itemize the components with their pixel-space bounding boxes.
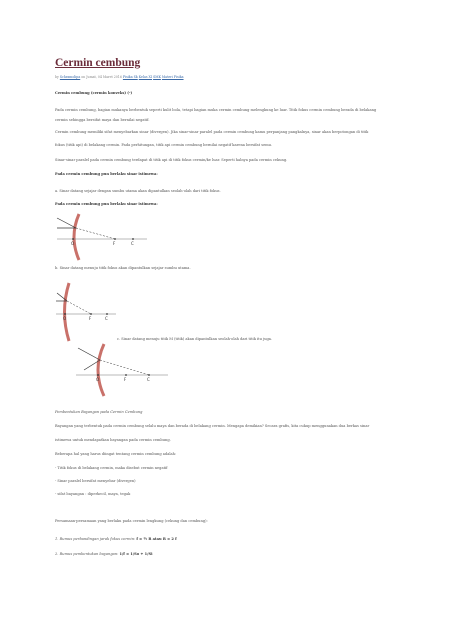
formula-label: 2. Rumus pembentukan bayangan: [55, 552, 119, 556]
rays-heading: Pada cermin cembung pun berlaku sinar istimewa: [55, 172, 158, 176]
label-o: O [71, 241, 75, 246]
label-o: O [96, 377, 100, 382]
paragraph: Cermin cembung memiliki sifat menyebarkan sinar (divergen). Jika sinar-sinar paralel pada cermin cembung kamu perpanjang pangkalnya, sinar akan berpotongan di titik [55, 130, 369, 134]
label-f: F [124, 377, 127, 382]
figure-caption: Pembentukan Bayangan pada Cermin Cembung [55, 410, 143, 414]
meta-prefix: by [55, 75, 59, 79]
mirror-diagram-1 [55, 212, 150, 262]
page-title: Cermin cembung [55, 57, 141, 69]
paragraph: fokus (titik api) di belakang cermin. Pada perhitungan, titik api cermin cembung bernilai negatif karena bersifat semu. [55, 143, 273, 147]
paragraph: Beberapa hal yang harus diingat tentang cermin cembung adalah: [55, 452, 177, 456]
post-date: Jumat, 04 Maret 2016 [86, 75, 122, 79]
post-meta [55, 75, 184, 79]
author-link[interactable]: Schramolipa [59, 75, 81, 79]
category-link[interactable]: Materi Fisika [161, 75, 184, 79]
list-item: - sifat bayangan : diperkecil, maya, tegak [55, 492, 131, 496]
list-item: - Titik fokus di belakang cermin, maka disebut cermin negatif [55, 466, 168, 470]
paragraph: Pada cermin cembung, bagian mukanya berbentuk seperti kulit bola, tetapi bagian muka cermin cembung melengkung ke luar. Titik fokus cermin cembung berada di belakang [55, 108, 377, 112]
paragraph: Sinar-sinar paralel pada cermin cembung terdapat di titik api di titik fokus cermin/ke luar. Seperti halnya pada cermin cekung. [55, 158, 288, 162]
category-link[interactable]: Fisika Sk [122, 75, 138, 79]
formula: f = ½ R atau R = 2 f [136, 537, 177, 541]
ray-item: c. Sinar datang menuju titik M (titik) akan dipantulkan seolah-olah dari titik itu juga. [117, 337, 273, 341]
ray-item: a. Sinar datang sejajar dengan sumbu utama akan dipantulkan seolah-olah dari titik fokus. [55, 189, 221, 193]
formula-label: 1. Rumus perbandingan jarak fokus cermin: [55, 537, 136, 541]
formula: 1/f = 1/So + 1/Si [119, 552, 153, 556]
label-c: C [147, 377, 150, 382]
list-item: - Sinar paralel bersifat menyebar (divergen) [55, 479, 136, 483]
label-o: O [63, 316, 67, 321]
formula-line [55, 537, 425, 542]
label-f: F [89, 316, 92, 321]
category-link[interactable]: Kelas XI [138, 75, 153, 79]
meta-on: on [81, 75, 86, 79]
ray-item: b. Sinar datang menuju titik fokus akan dipantulkan sejajar sumbu utama. [55, 266, 191, 270]
section-heading: Cermin cembung (cermin konveks) (-) [55, 91, 133, 95]
label-c: C [105, 316, 108, 321]
category-link[interactable]: SMK [153, 75, 161, 79]
paragraph: cermin sehingga bersifat maya dan bernilai negatif. [55, 118, 150, 122]
label-c: C [131, 241, 134, 246]
mirror-diagram-2 [55, 281, 117, 343]
paragraph: Persamaan-persamaan yang berlaku pada cermin lengkung (cekung dan cembung): [55, 519, 208, 523]
paragraph: Bayangan yang terbentuk pada cermin cembung selalu maya dan berada di belakang cermin. Mengapa demikian? Secara grafis, kita cukup menggunakan dua berkas sinar [55, 424, 370, 428]
paragraph: istimewa untuk mendapatkan bayangan pada cermin cembung. [55, 438, 171, 442]
rays-heading: Pada cermin cembung pun berlaku sinar istimewa: [55, 202, 158, 206]
formula-line [55, 552, 425, 557]
label-f: F [113, 241, 116, 246]
mirror-diagram-3 [74, 342, 170, 398]
